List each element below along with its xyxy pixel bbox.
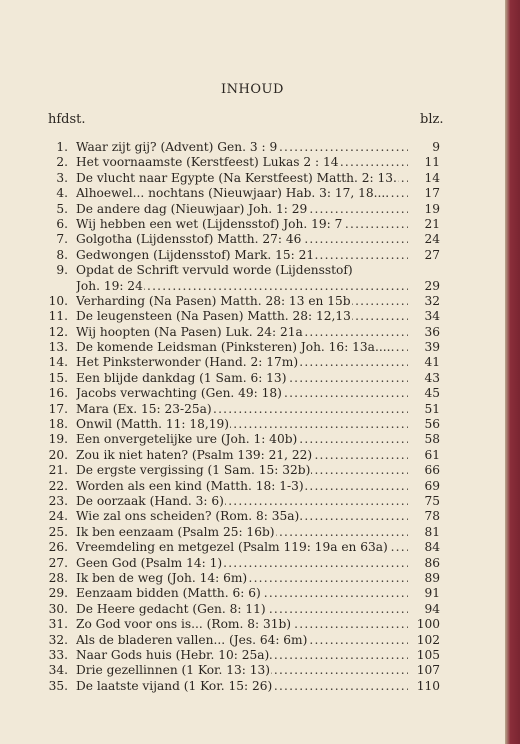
entry-title: Gedwongen (Lijdensstof) Mark. 15: 21 <box>76 247 315 262</box>
entry-title: De laatste vijand (1 Kor. 15: 26) <box>76 678 273 693</box>
toc-entry <box>48 525 440 540</box>
toc-entry <box>48 402 440 417</box>
entry-number: 25. <box>48 524 68 539</box>
entry-title: Ik ben eenzaam (Psalm 25: 16b) <box>76 524 275 539</box>
entry-number: 31. <box>48 617 68 632</box>
entry-number: 1. <box>56 140 68 154</box>
page-title: INHOUD <box>221 82 284 97</box>
toc-entry <box>48 509 440 524</box>
entry-page-number: 110 <box>416 678 440 693</box>
toc-entry <box>48 556 440 571</box>
toc-entry <box>48 479 440 494</box>
entry-title: Het Pinksterwonder (Hand. 2: 17m) <box>76 355 299 370</box>
entry-number: 29. <box>48 586 68 601</box>
entry-page-number: 36 <box>424 324 440 339</box>
toc-entry <box>48 571 440 586</box>
toc-entry <box>48 432 440 447</box>
entry-number: 14. <box>48 355 68 370</box>
toc-entry <box>48 325 440 340</box>
entry-title: De komende Leidsman (Pinksteren) Joh. 16: 13a.... <box>76 340 391 355</box>
toc-entry <box>48 140 440 155</box>
toc-entry <box>48 448 440 463</box>
entry-title: Zo God voor ons is... (Rom. 8: 31b) <box>76 617 292 632</box>
toc-entry <box>48 540 440 555</box>
toc-entry <box>48 171 440 186</box>
entry-number: 11. <box>48 309 68 324</box>
entry-page-number: 89 <box>424 570 440 585</box>
entry-page-number: 27 <box>424 247 440 262</box>
entry-title: De oorzaak (Hand. 3: 6) <box>76 493 224 508</box>
page-column-header: blz. <box>420 112 444 127</box>
entry-page-number: 100 <box>416 617 440 632</box>
entry-title: De leugensteen (Na Pasen) Matth. 28: 12,13 <box>76 309 351 324</box>
entry-page-number: 34 <box>424 309 440 324</box>
entry-page-number: 75 <box>424 493 440 508</box>
entry-number: 8. <box>56 247 68 262</box>
entry-page-number: 56 <box>424 417 440 432</box>
toc-entry <box>48 202 440 217</box>
entry-title: Een blijde dankdag (1 Sam. 6: 13) <box>76 370 287 385</box>
entry-title: De vlucht naar Egypte (Na Kerstfeest) Matth. 2: 13. <box>76 170 397 185</box>
toc-entry <box>48 294 440 309</box>
entry-page-number: 19 <box>424 201 440 216</box>
toc-entry <box>48 186 440 201</box>
entry-page-number: 66 <box>424 463 440 478</box>
entry-number: 6. <box>56 216 68 231</box>
toc-entry <box>48 309 440 324</box>
toc-entry <box>48 417 440 432</box>
entry-number: 26. <box>48 540 68 555</box>
toc-entry <box>48 679 440 694</box>
entry-page-number: 24 <box>424 232 440 247</box>
toc-entry <box>48 248 440 263</box>
toc-entry <box>48 633 440 648</box>
toc-entry <box>48 386 440 401</box>
toc-entry <box>48 340 440 355</box>
entry-title: Mara (Ex. 15: 23-25a) <box>76 401 212 416</box>
entry-page-number: 32 <box>424 293 440 308</box>
entry-number: 21. <box>48 463 68 478</box>
entry-number: 12. <box>48 324 68 339</box>
entry-title: Opdat de Schrift vervuld worde (Lijdensstof) <box>76 263 353 278</box>
entry-number: 32. <box>48 632 68 647</box>
entry-title: Jacobs verwachting (Gen. 49: 18) <box>76 386 282 401</box>
entry-page-number: 107 <box>416 663 440 678</box>
entry-page-number: 17 <box>424 186 440 201</box>
entry-page-number: 45 <box>424 386 440 401</box>
entry-title: Wij hebben een wet (Lijdensstof) Joh. 19: 7 <box>76 216 343 231</box>
entry-page-number: 105 <box>416 647 440 662</box>
toc-entry <box>48 602 440 617</box>
entry-title: Naar Gods huis (Hebr. 10: 25a) <box>76 647 270 662</box>
entry-title: Vreemdeling en metgezel (Psalm 119: 19a en 63a) <box>76 540 388 555</box>
entry-title: De ergste vergissing (1 Sam. 15: 32b) <box>76 463 311 478</box>
entry-number: 33. <box>48 647 68 662</box>
entry-page-number: 39 <box>424 340 440 355</box>
entry-page-number: 9 <box>432 140 440 154</box>
entry-page-number: 51 <box>424 401 440 416</box>
entry-title: Een onvergetelijke ure (Joh. 1: 40b) <box>76 432 298 447</box>
toc-entry <box>48 263 440 278</box>
entry-number: 4. <box>56 186 68 201</box>
entry-number: 13. <box>48 340 68 355</box>
entry-title: Wie zal ons scheiden? (Rom. 8: 35a) <box>76 509 300 524</box>
toc-entry <box>48 217 440 232</box>
entry-number: 19. <box>48 432 68 447</box>
entry-page-number: 81 <box>424 524 440 539</box>
entry-number: 16. <box>48 386 68 401</box>
toc-entry <box>48 155 440 170</box>
entry-page-number: 84 <box>424 540 440 555</box>
entry-page-number: 11 <box>424 155 440 170</box>
entry-title: Joh. 19: 24 <box>76 278 143 293</box>
toc-entry <box>48 463 440 478</box>
entry-title: Worden als een kind (Matth. 18: 1-3) <box>76 478 304 493</box>
entry-number: 5. <box>56 201 68 216</box>
entry-number: 10. <box>48 293 68 308</box>
book-spine <box>505 0 520 744</box>
toc-entry <box>48 617 440 632</box>
chapter-column-header: hfdst. <box>48 112 86 127</box>
table-of-contents <box>48 140 440 694</box>
entry-number: 23. <box>48 493 68 508</box>
entry-page-number: 102 <box>416 632 440 647</box>
entry-page-number: 41 <box>424 355 440 370</box>
entry-number: 34. <box>48 663 68 678</box>
entry-number: 7. <box>56 232 68 247</box>
entry-number: 18. <box>48 417 68 432</box>
entry-number: 28. <box>48 570 68 585</box>
entry-title: De andere dag (Nieuwjaar) Joh. 1: 29 <box>76 201 308 216</box>
entry-page-number: 91 <box>424 586 440 601</box>
entry-number: 15. <box>48 370 68 385</box>
entry-number: 3. <box>56 170 68 185</box>
toc-entry <box>48 371 440 386</box>
entry-number: 20. <box>48 447 68 462</box>
toc-entry <box>48 279 440 294</box>
entry-page-number: 58 <box>424 432 440 447</box>
entry-page-number: 69 <box>424 478 440 493</box>
entry-page-number: 29 <box>424 278 440 293</box>
entry-title: Eenzaam bidden (Matth. 6: 6) <box>76 586 261 601</box>
entry-number: 35. <box>48 678 68 693</box>
entry-page-number: 61 <box>424 447 440 462</box>
entry-title: Onwil (Matth. 11: 18,19) <box>76 417 229 432</box>
entry-title: De Heere gedacht (Gen. 8: 11) <box>76 601 266 616</box>
entry-page-number: 21 <box>424 216 440 231</box>
entry-title: Drie gezellinnen (1 Kor. 13: 13) <box>76 663 271 678</box>
entry-number: 24. <box>48 509 68 524</box>
entry-page-number: 43 <box>424 370 440 385</box>
entry-title: Verharding (Na Pasen) Matth. 28: 13 en 15b <box>76 293 351 308</box>
entry-page-number: 94 <box>424 601 440 616</box>
entry-number: 27. <box>48 555 68 570</box>
entry-title: Als de bladeren vallen... (Jes. 64: 6m) <box>76 632 308 647</box>
toc-entry <box>48 648 440 663</box>
entry-number: 2. <box>56 155 68 170</box>
toc-entry <box>48 494 440 509</box>
entry-title: Het voornaamste (Kerstfeest) Lukas 2 : 14 <box>76 155 339 170</box>
entry-number: 9. <box>56 263 68 278</box>
entry-title: Zou ik niet haten? (Psalm 139: 21, 22) <box>76 447 313 462</box>
entry-title: Wij hoopten (Na Pasen) Luk. 24: 21a <box>76 324 303 339</box>
entry-page-number: 14 <box>424 170 440 185</box>
entry-title: Waar zijt gij? (Advent) Gen. 3 : 9 <box>76 140 278 154</box>
entry-page-number: 78 <box>424 509 440 524</box>
entry-title: Golgotha (Lijdensstof) Matth. 27: 46 <box>76 232 302 247</box>
entry-number: 30. <box>48 601 68 616</box>
entry-page-number: 86 <box>424 555 440 570</box>
entry-title: Geen God (Psalm 14: 1) <box>76 555 223 570</box>
toc-entry <box>48 232 440 247</box>
toc-entry <box>48 586 440 601</box>
toc-entry <box>48 355 440 370</box>
entry-number: 22. <box>48 478 68 493</box>
entry-title: Ik ben de weg (Joh. 14: 6m) <box>76 570 248 585</box>
entry-number: 17. <box>48 401 68 416</box>
entry-title: Alhoewel... nochtans (Nieuwjaar) Hab. 3: 17, 18.... <box>76 186 390 201</box>
toc-entry <box>48 663 440 678</box>
